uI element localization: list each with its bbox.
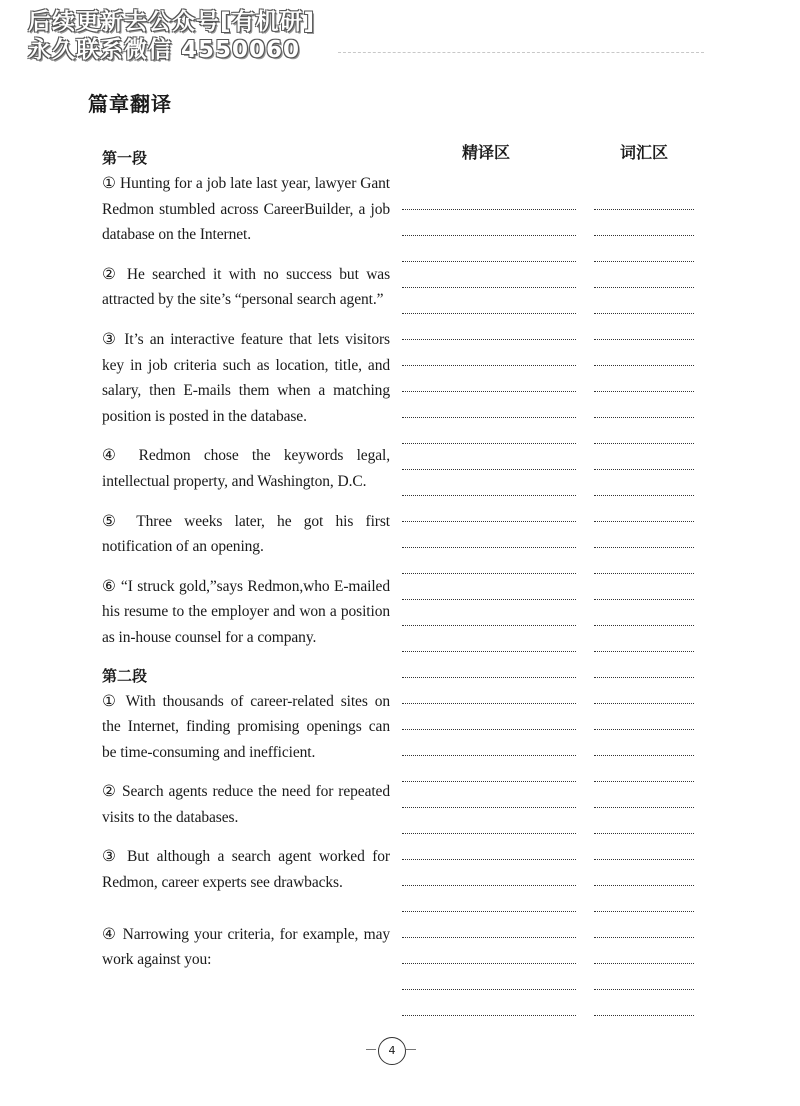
vocabulary-column-header: 词汇区: [620, 143, 669, 162]
writing-line[interactable]: [402, 756, 576, 782]
writing-line[interactable]: [594, 496, 694, 522]
sentence: ③ But although a search agent worked for Redmon, career experts see drawbacks.: [102, 848, 390, 892]
writing-line[interactable]: [402, 600, 576, 626]
writing-line[interactable]: [402, 652, 576, 678]
sentence: ② He searched it with no success but was attracted by the site’s “personal search agent.”: [102, 265, 390, 309]
sentence: ③ It’s an interactive feature that lets visitors key in job criteria such as location, title, and salary, then E-mails them when a matching position is posted in the database.: [102, 330, 390, 425]
writing-line[interactable]: [594, 652, 694, 678]
writing-line[interactable]: [402, 860, 576, 886]
writing-line[interactable]: [402, 340, 576, 366]
writing-line[interactable]: [402, 366, 576, 392]
writing-line[interactable]: [402, 990, 576, 1016]
writing-line[interactable]: [594, 392, 694, 418]
writing-line[interactable]: [594, 860, 694, 886]
writing-line[interactable]: [402, 184, 576, 210]
writing-line[interactable]: [402, 808, 576, 834]
writing-line[interactable]: [594, 262, 694, 288]
writing-line[interactable]: [402, 210, 576, 236]
writing-line[interactable]: [402, 392, 576, 418]
writing-line[interactable]: [594, 678, 694, 704]
writing-line[interactable]: [402, 886, 576, 912]
writing-line[interactable]: [594, 912, 694, 938]
page-number-ornament-right: [406, 1049, 416, 1050]
translation-column-header: 精译区: [462, 143, 511, 162]
writing-line[interactable]: [402, 964, 576, 990]
writing-line[interactable]: [402, 912, 576, 938]
writing-line[interactable]: [402, 470, 576, 496]
page-number: 4: [378, 1037, 406, 1065]
writing-line[interactable]: [594, 938, 694, 964]
writing-line[interactable]: [402, 782, 576, 808]
vocabulary-writing-area[interactable]: [594, 184, 694, 1016]
writing-line[interactable]: [402, 418, 576, 444]
writing-line[interactable]: [594, 756, 694, 782]
sentence: ④ Narrowing your criteria, for example, may work against you:: [102, 925, 390, 969]
sentence: ① Hunting for a job late last year, lawyer Gant Redmon stumbled across CareerBuilder, a job database on the Internet.: [102, 175, 390, 244]
writing-line[interactable]: [402, 834, 576, 860]
writing-line[interactable]: [402, 444, 576, 470]
writing-line[interactable]: [402, 522, 576, 548]
writing-line[interactable]: [594, 600, 694, 626]
writing-line[interactable]: [594, 184, 694, 210]
writing-line[interactable]: [594, 314, 694, 340]
writing-line[interactable]: [594, 548, 694, 574]
watermark-line-2: 永久联系微信 4550060: [28, 37, 301, 63]
writing-line[interactable]: [594, 730, 694, 756]
page-title: 篇章翻译: [88, 92, 172, 116]
writing-line[interactable]: [402, 678, 576, 704]
writing-line[interactable]: [594, 470, 694, 496]
paragraph-label-1: 第一段: [102, 149, 148, 167]
writing-line[interactable]: [594, 236, 694, 262]
writing-line[interactable]: [402, 548, 576, 574]
writing-line[interactable]: [402, 314, 576, 340]
watermark-line-1: 后续更新去公众号[有机研]: [28, 9, 316, 35]
writing-line[interactable]: [594, 808, 694, 834]
writing-line[interactable]: [594, 444, 694, 470]
writing-line[interactable]: [594, 522, 694, 548]
writing-line[interactable]: [402, 236, 576, 262]
writing-line[interactable]: [594, 990, 694, 1016]
writing-line[interactable]: [594, 210, 694, 236]
writing-line[interactable]: [594, 574, 694, 600]
page-number-ornament-left: [366, 1049, 376, 1050]
writing-line[interactable]: [594, 782, 694, 808]
sentence: ② Search agents reduce the need for repeated visits to the databases.: [102, 783, 390, 826]
sentence: ⑤ Three weeks later, he got his first notification of an opening.: [102, 512, 390, 556]
watermark: [28, 8, 348, 64]
writing-line[interactable]: [402, 288, 576, 314]
writing-line[interactable]: [594, 834, 694, 860]
writing-line[interactable]: [402, 704, 576, 730]
writing-line[interactable]: [594, 366, 694, 392]
writing-line[interactable]: [402, 938, 576, 964]
writing-line[interactable]: [594, 886, 694, 912]
writing-line[interactable]: [402, 262, 576, 288]
header-rule: [338, 52, 704, 53]
sentence: ① With thousands of career-related sites on the Internet, finding promising openings can be time-consuming and inefficient.: [102, 692, 390, 761]
sentence: ④ Redmon chose the keywords legal, intellectual property, and Washington, D.C.: [102, 447, 390, 490]
writing-line[interactable]: [594, 418, 694, 444]
source-text-column: [102, 145, 390, 987]
writing-line[interactable]: [402, 574, 576, 600]
writing-line[interactable]: [594, 340, 694, 366]
writing-line[interactable]: [402, 496, 576, 522]
writing-line[interactable]: [594, 704, 694, 730]
writing-line[interactable]: [402, 730, 576, 756]
paragraph-label-2: 第二段: [102, 666, 148, 685]
writing-line[interactable]: [594, 626, 694, 652]
sentence: ⑥ “I struck gold,”says Redmon,who E-mailed his resume to the employer and won a position as in-house counsel for a company.: [102, 577, 390, 646]
writing-line[interactable]: [594, 964, 694, 990]
translation-writing-area[interactable]: [402, 184, 576, 1016]
writing-line[interactable]: [594, 288, 694, 314]
writing-line[interactable]: [402, 626, 576, 652]
